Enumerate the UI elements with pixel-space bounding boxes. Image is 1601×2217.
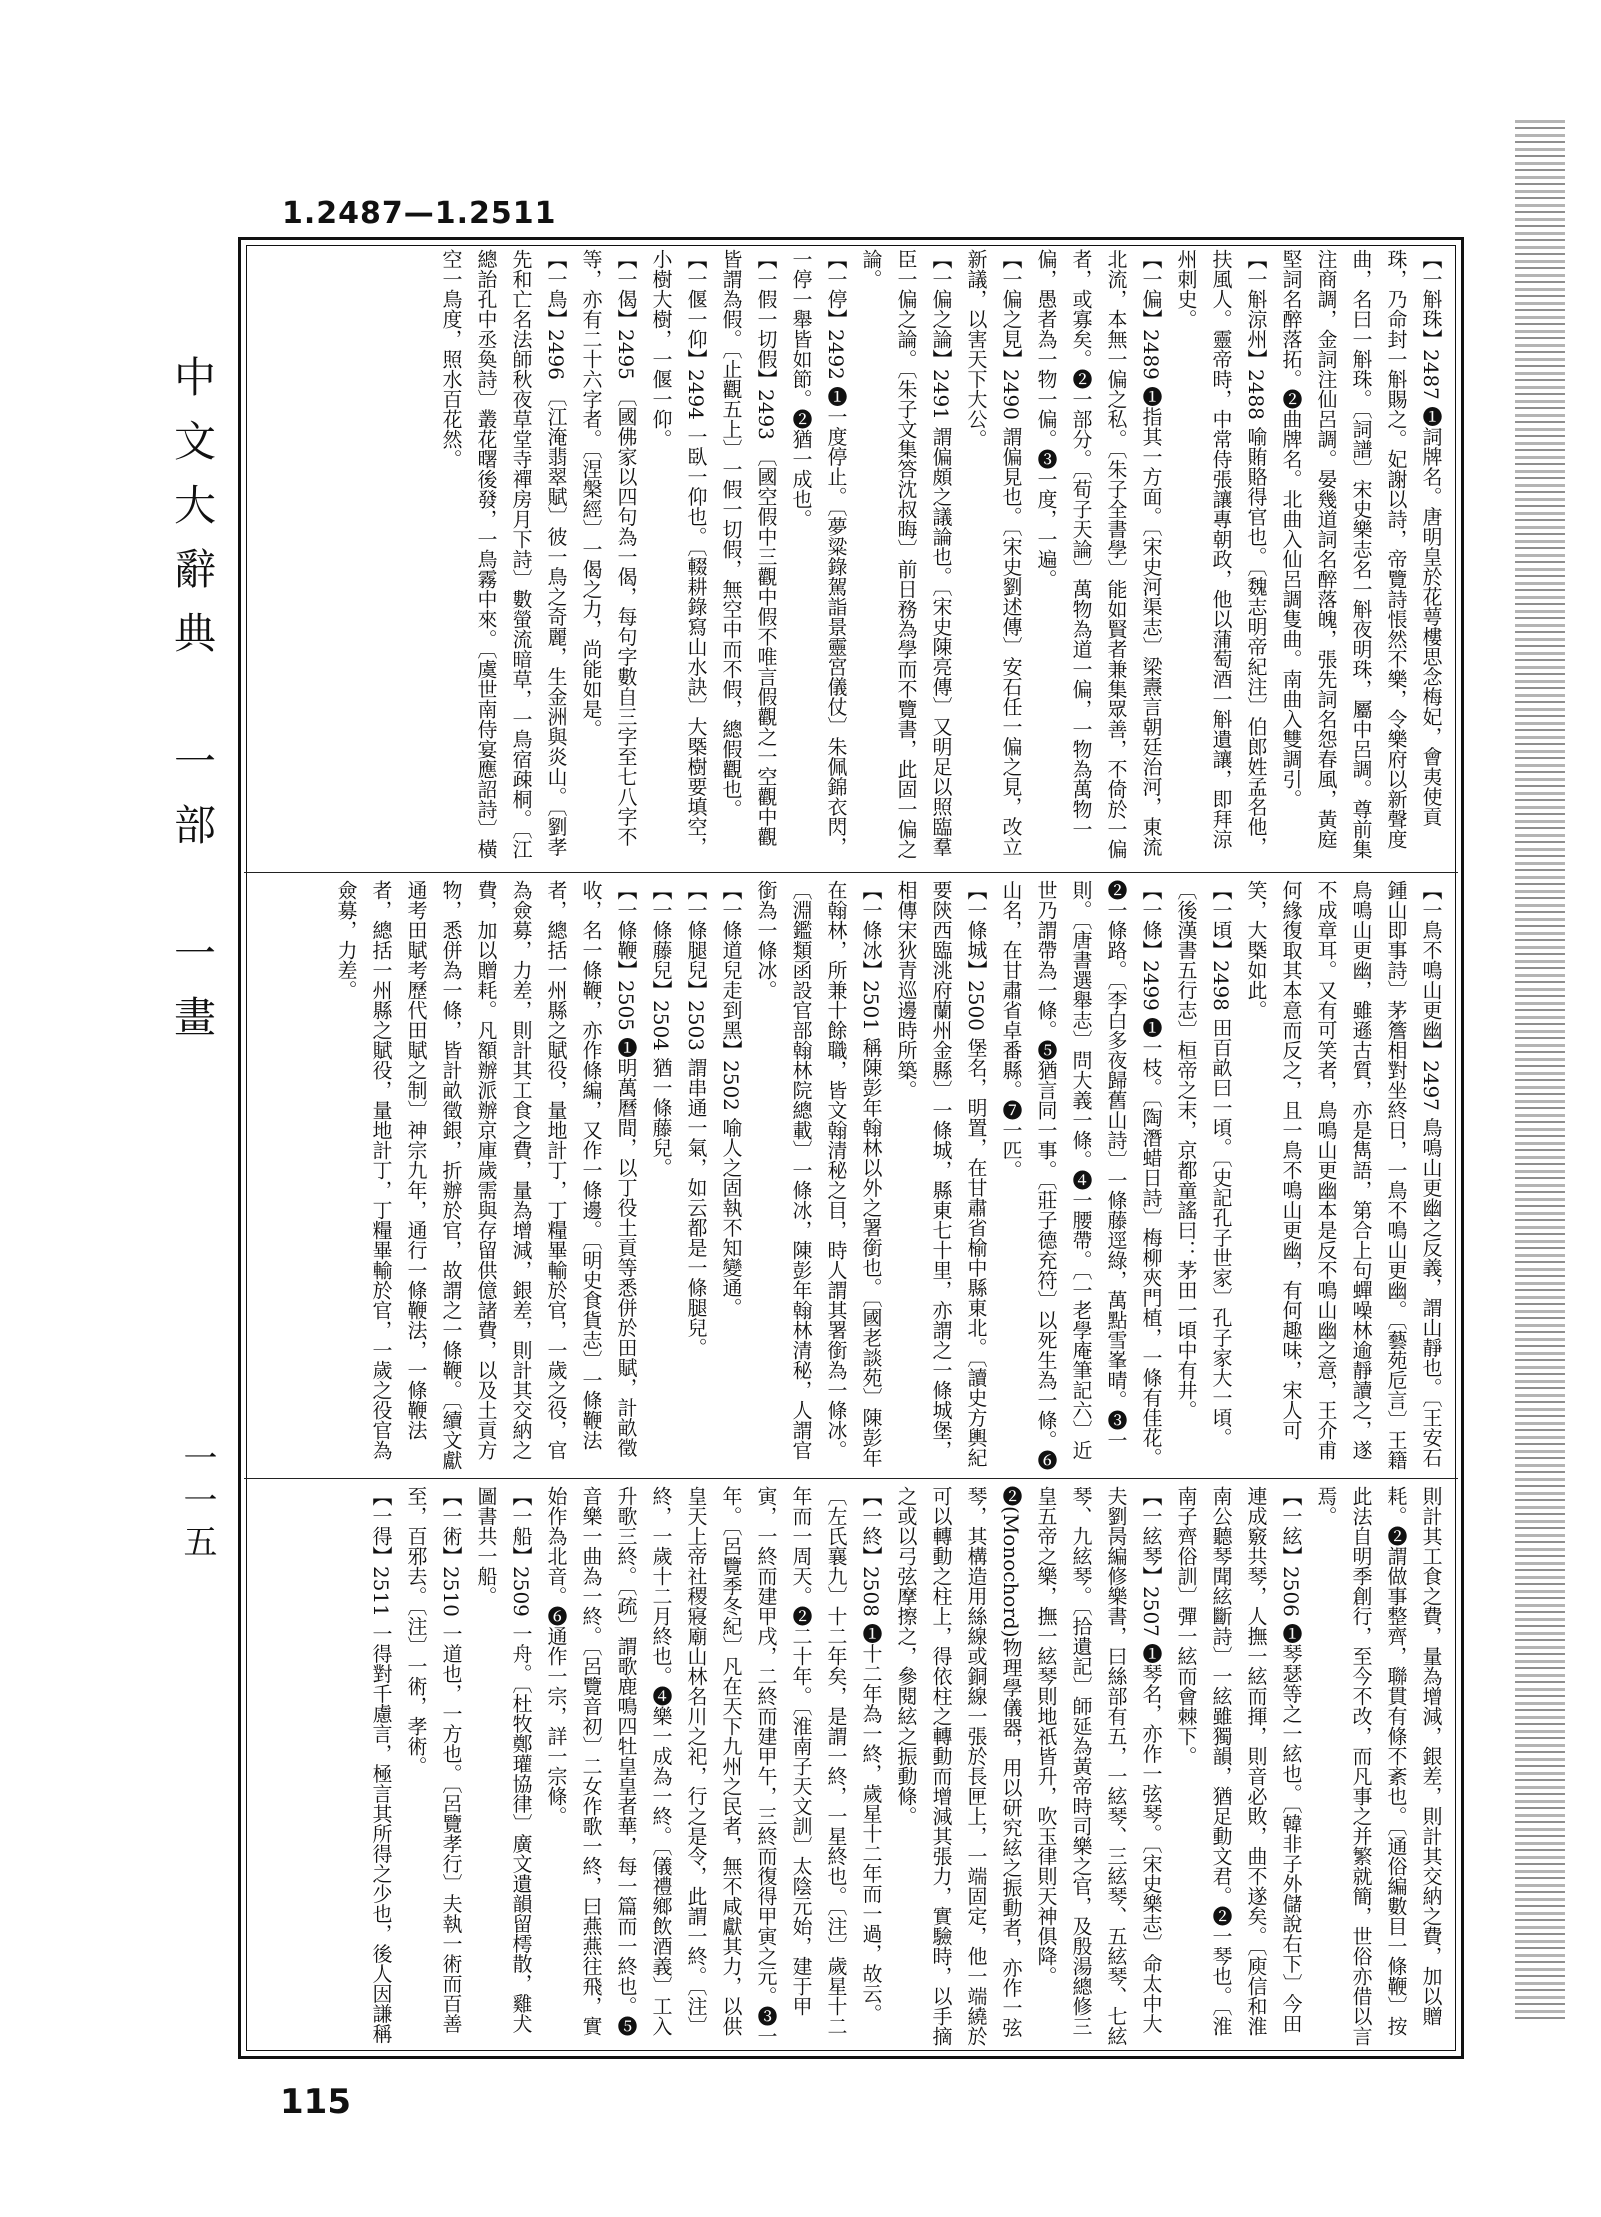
dictionary-entry: 【一條】2499 ❶一枝。〔陶潛蜡日詩〕梅柳夾門植，一條有佳花。❷一條路。〔李白多夜歸舊山詩〕一條藤逕綠，萬點雪峯晴。❸一則。〔唐書選舉志〕問大義一條。❹一腰帶。〔一老學庵筆記六〕近世乃謂帶為一條。❺猶言同一事。〔莊子德充符〕以死生為一條。❻山名，在甘肅省卓番縣。❼一匹。	[999, 880, 1163, 1470]
dictionary-entry: 【一偏之論】2491 謂偏頗之議論也。〔宋史陳亮傳〕又明足以照臨羣臣一偏之論。〔朱子文集答沈叔晦〕前日務為學而不覽書，此固一偏之論。	[859, 249, 953, 859]
dictionary-entry: 【一偃一仰】2494 一臥一仰也。〔輟耕錄寫山水訣〕大槩樹要填空，小樹大樹，一偃一仰。	[649, 249, 708, 857]
dictionary-entry: 【一船】2509 一舟。〔杜牧鄭瓘協律〕廣文遺韻留樗散，雞犬圖書共一船。	[474, 1486, 533, 2034]
dictionary-section-middle	[252, 880, 1448, 1470]
dictionary-entry: 【一偏之見】2490 謂偏見也。〔宋史劉述傳〕安石任一偏之見，改立新議，以害天下大公。	[964, 249, 1023, 857]
header-entry-range: 1.2487—1.2511	[282, 196, 557, 231]
dictionary-entry: 【一偈】2495 〔國佛家以四句為一偈，每句字數自三字至七八字不等，亦有二十六字者。〔涅槃經〕一偈之力，尚能如是。	[579, 249, 638, 847]
dictionary-entry: 【一條藤兒】2504 猶一條藤兒。	[649, 880, 673, 1178]
side-page-number: 一一五	[177, 1440, 217, 1566]
dictionary-entry: 【一得】2511 一得對千慮言，極言其所得之少也，後人因謙稱	[369, 1486, 393, 2044]
footer-page-number: 115	[280, 2082, 351, 2122]
dictionary-entry: 【一條道兒走到黑】2502 喻人之固執不知變通。	[719, 880, 743, 1318]
dictionary-entry: 【一絃】2506 ❶琴瑟等之一絃也。〔韓非子外儲說右下〕今田連成竅共琴，人撫一絃而揮，則音必敗，曲不遂矣。〔庾信和淮南公聽琴聞絃斷詩〕一絃雖獨韻，猶足動文君。❷一琴也。〔淮南子齊俗訓〕彈一絃而會棘下。	[1174, 1486, 1303, 2036]
dictionary-entry: 則計其工食之費，量為增減，銀差，則計其交納之費，加以贈耗。❷謂做事整齊，聯貫有條不紊也。〔通俗編數目一條鞭〕按此法自明季創行，至今不改，而凡事之并繁就簡，世俗亦借以言焉。	[1314, 1486, 1443, 2046]
dictionary-entry: 【一術】2510 一道也，一方也。〔呂覽孝行〕夫執一術而百善至，百邪去。〔注〕一術，孝術。	[404, 1486, 463, 2034]
dictionary-entry: 【一偏】2489 ❶指其一方面。〔宋史河渠志〕梁燾言朝廷治河，東流北流，本無一偏之私。〔朱子全書學〕能如賢者兼集眾善，不倚於一偏者，或寡矣。❷一部分。〔荀子天論〕萬物為道一偏，一物為萬物一偏，愚者為一物一偏。❸一度，一遍。	[1034, 249, 1163, 859]
dictionary-entry: 【一停】2492 ❶一度停止。〔夢粱錄駕詣景靈宮儀仗〕朱佩錦衣閃，一停一舉皆如節。❷猶一成也。	[789, 249, 848, 857]
dictionary-entry: 【一條鞭】2505 ❶明萬曆間，以丁役土貢等悉併於田賦，計畝徵收，名一條鞭，亦作條編，又作一條邊。〔明史食貨志〕一條鞭法者，總括一州縣之賦役，量地計丁，丁糧畢輸於官，一歲之役，官為僉募，力差，則計其工食之費，量為增減，銀差，則計其交納之費，加以贈耗。凡額辦派辦京庫歲需與存留供億諸費，以及土貢方物，悉併為一條，皆計畝徵銀，折辦於官，故謂之一條鞭。〔續文獻通考田賦考歷代田賦之制〕神宗九年，通行一條鞭法，一條鞭法者，總括一州縣之賦役，量地計丁，丁糧畢輸於官，一歲之役官為僉募，力差。	[334, 880, 638, 1470]
dictionary-entry: 【一終】2508 ❶十二年為一終，歲星十二年而一過，故云。〔左氏襄九〕十二年矣，是謂一終，一星終也。〔注〕歲星十二年而一周天。❷二十年。〔淮南子天文訓〕太陰元始，建于甲寅，一終而建甲戌，二終而建甲午，三終而復得甲寅之元。❸一年。〔呂覽季冬紀〕凡在天下九州之民者，無不咸獻其力，以供皇天上帝社稷寢廟山林名川之祀，行之是令，此謂一終。〔注〕終，一歲十二月終也。❹樂一成為一終。〔儀禮鄉飲酒義〕工入升歌三終。〔疏〕謂歌鹿鳴四牡皇皇者華，每一篇而一終也。❺音樂一曲為一終。〔呂覽音初〕二女作歌一終，曰燕燕往飛，實始作為北音。❻通作一宗，詳一宗條。	[544, 1486, 883, 2046]
dictionary-entry: 【一絃琴】2507 ❶琴名，亦作一弦琴。〔宋史樂志〕命太中大夫劉昺編修樂書，曰絲部有五，一絃琴、三絃琴、五絃琴、七絃琴、九絃琴。〔拾遺記〕師延為黃帝時司樂之官，及殷湯總修三皇五帝之樂，撫一絃琴則地祇皆升，吹玉律則天神俱降。❷(Monochord)物理學儀器，用以研究絃之振動者，亦作一弦琴，其構造用絲線或銅線一張於長匣上，一端固定，他一端繞於可以轉動之柱上，得依柱之轉動而增減其張力，實驗時，以手摘之或以弓弦摩擦之，參閱絃之振動條。	[894, 1486, 1163, 2046]
book-spine-edge	[1515, 120, 1565, 2020]
section-divider-lower	[244, 1478, 1458, 1479]
dictionary-entry: 【一條城】2500 堡名，明置，在甘肅省榆中縣東北。〔讀史方輿紀要陝西臨洮府蘭州金縣〕一條城，縣東七十里，亦謂之一條城堡，相傳宋狄青巡邊時所築。	[894, 880, 988, 1468]
dictionary-entry: 【一鳥】2496 〔江淹翡翠賦〕彼一鳥之奇麗，生金洲與炎山。〔劉孝先和亡名法師秋夜草堂寺禪房月下詩〕數螢流暗草，一鳥宿疎桐。〔江總詒孔中丞奐詩〕叢花曙後發，一鳥霧中來。〔虞世南侍宴應詔詩〕橫空一鳥度，照水百花然。	[439, 249, 568, 859]
dictionary-entry: 【一斛珠】2487 ❶詞牌名。唐明皇於花萼樓思念梅妃，會夷使貢珠，乃命封一斛賜之。妃謝以詩，帝覽詩悵然不樂，令樂府以新聲度曲，名曰一斛珠。〔詞譜〕宋史樂志名一斛夜明珠，屬中呂調。尊前集注商調，金詞注仙呂調。晏幾道詞名醉落魄，張先詞名怨春風，黃庭堅詞名醉落拓。❷曲牌名。北曲入仙呂調隻曲。南曲入雙調引。	[1279, 249, 1443, 859]
dictionary-entry: 【一條腿兒】2503 謂串通一氣，如云都是一條腿兒。	[684, 880, 708, 1358]
dictionary-entry: 【一鳥不鳴山更幽】2497 鳥鳴山更幽之反義，謂山靜也。〔王安石鍾山即事詩〕茅簷相對坐終日，一鳥不鳴山更幽。〔藝苑卮言〕王籍鳥鳴山更幽，雖遜古質，亦是雋語，第合上句蟬噪林逾靜讀之，遂不成章耳。又有可笑者，鳥鳴山更幽本是反不鳴山幽之意，王介甫何緣復取其本意而反之，且一鳥不鳴山更幽，有何趣味，宋人可笑，大槩如此。	[1244, 880, 1443, 1470]
dictionary-entry: 【一頃】2498 田百畝曰一頃。〔史記孔子世家〕孔子家大一頃。〔後漢書五行志〕桓帝之末，京都童謠曰：茅田一頃中有井。	[1174, 880, 1233, 1448]
section-divider-upper	[244, 872, 1458, 873]
side-book-title: 中文大辭典 一部 一畫	[168, 355, 217, 1059]
dictionary-entry: 【一斛涼州】2488 喻賄賂得官也。〔魏志明帝紀注〕伯郎姓孟名他，扶風人。靈帝時，中常侍張讓專朝政，他以蒲萄酒一斛遺讓，即拜涼州刺史。	[1174, 249, 1268, 857]
dictionary-section-top	[252, 249, 1448, 864]
dictionary-entry: 【一條冰】2501 稱陳彭年翰林以外之署銜也。〔國老談苑〕陳彭年在翰林，所兼十餘職，皆文翰清秘之目，時人謂其署銜為一條冰。〔淵鑑類函設官部翰林院總載〕一條冰，陳彭年翰林清秘，人謂官銜為一條冰。	[754, 880, 883, 1468]
dictionary-section-bottom	[252, 1486, 1448, 2048]
dictionary-entry: 【一假一切假】2493 〔國空假中三觀中假不唯言假觀之一空觀中觀皆謂為假。〔止觀五上〕一假一切假，無空中而不假，總假觀也。	[719, 249, 778, 847]
